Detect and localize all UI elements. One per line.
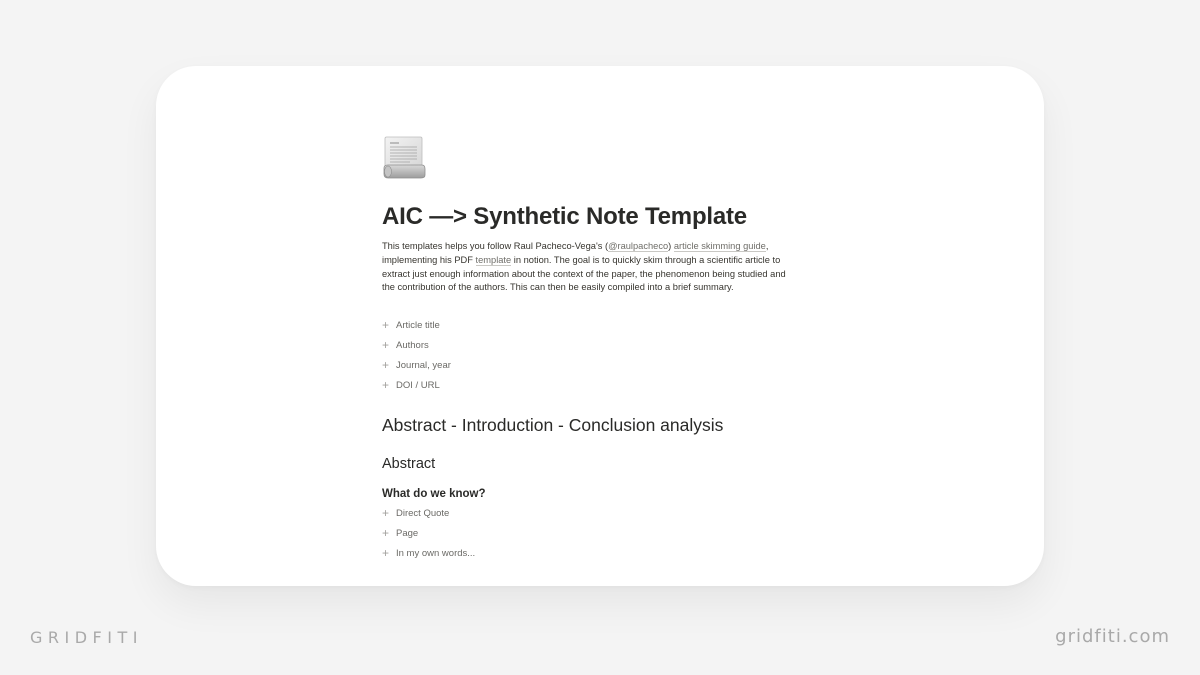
toggle-label: Page (396, 527, 419, 539)
brand-url: gridfiti.com (1055, 626, 1170, 647)
section-toggle-list (382, 503, 802, 563)
toggle-journal-year[interactable] (382, 355, 802, 375)
template-link[interactable]: template (475, 254, 512, 265)
page-description (382, 240, 800, 295)
toggle-label: In my own words... (396, 547, 476, 559)
toggle-label: Article title (396, 319, 440, 331)
heading-analysis[interactable]: Abstract - Introduction - Conclusion analysis (382, 415, 724, 436)
plus-icon[interactable]: + (382, 338, 390, 353)
toggle-label: DOI / URL (396, 379, 440, 391)
article-skimming-guide-link[interactable]: article skimming guide (673, 241, 766, 251)
toggle-doi-url[interactable] (382, 375, 802, 395)
page-title[interactable]: AIC —> Synthetic Note Template (382, 203, 747, 230)
toggle-page[interactable] (382, 523, 802, 543)
description-text: in notion. The goal is to quickly skim through a scientific article to extract just enough information about the context of the paper, the phenomenon being studied and the contribution of the authors. This can then be easily compiled into a brief summary. (382, 254, 786, 293)
toggle-in-my-own-words[interactable] (382, 543, 802, 563)
metadata-toggle-list (382, 315, 802, 395)
toggle-direct-quote[interactable] (382, 503, 802, 523)
toggle-label: Authors (396, 339, 429, 351)
toggle-authors[interactable] (382, 335, 802, 355)
plus-icon[interactable]: + (382, 318, 390, 333)
plus-icon[interactable]: + (382, 526, 390, 541)
toggle-label: Journal, year (396, 359, 451, 371)
description-text: This templates helps you follow Raul Pacheco-Vega's ( (382, 241, 609, 251)
toggle-label: Direct Quote (396, 507, 450, 519)
brand-logo-text: GRIDFITI (30, 628, 143, 647)
scroll-icon[interactable] (382, 134, 426, 180)
description-text: ) (668, 241, 674, 251)
plus-icon[interactable]: + (382, 546, 390, 561)
description-text: , implementing his PDF (382, 241, 769, 265)
mention-link[interactable]: @raulpacheco (608, 241, 669, 251)
plus-icon[interactable]: + (382, 358, 390, 373)
plus-icon[interactable]: + (382, 378, 390, 393)
toggle-article-title[interactable] (382, 315, 802, 335)
page-content (382, 134, 802, 563)
plus-icon[interactable]: + (382, 506, 390, 521)
heading-what-do-we-know[interactable]: What do we know? (382, 488, 486, 501)
heading-abstract[interactable]: Abstract (382, 456, 436, 473)
